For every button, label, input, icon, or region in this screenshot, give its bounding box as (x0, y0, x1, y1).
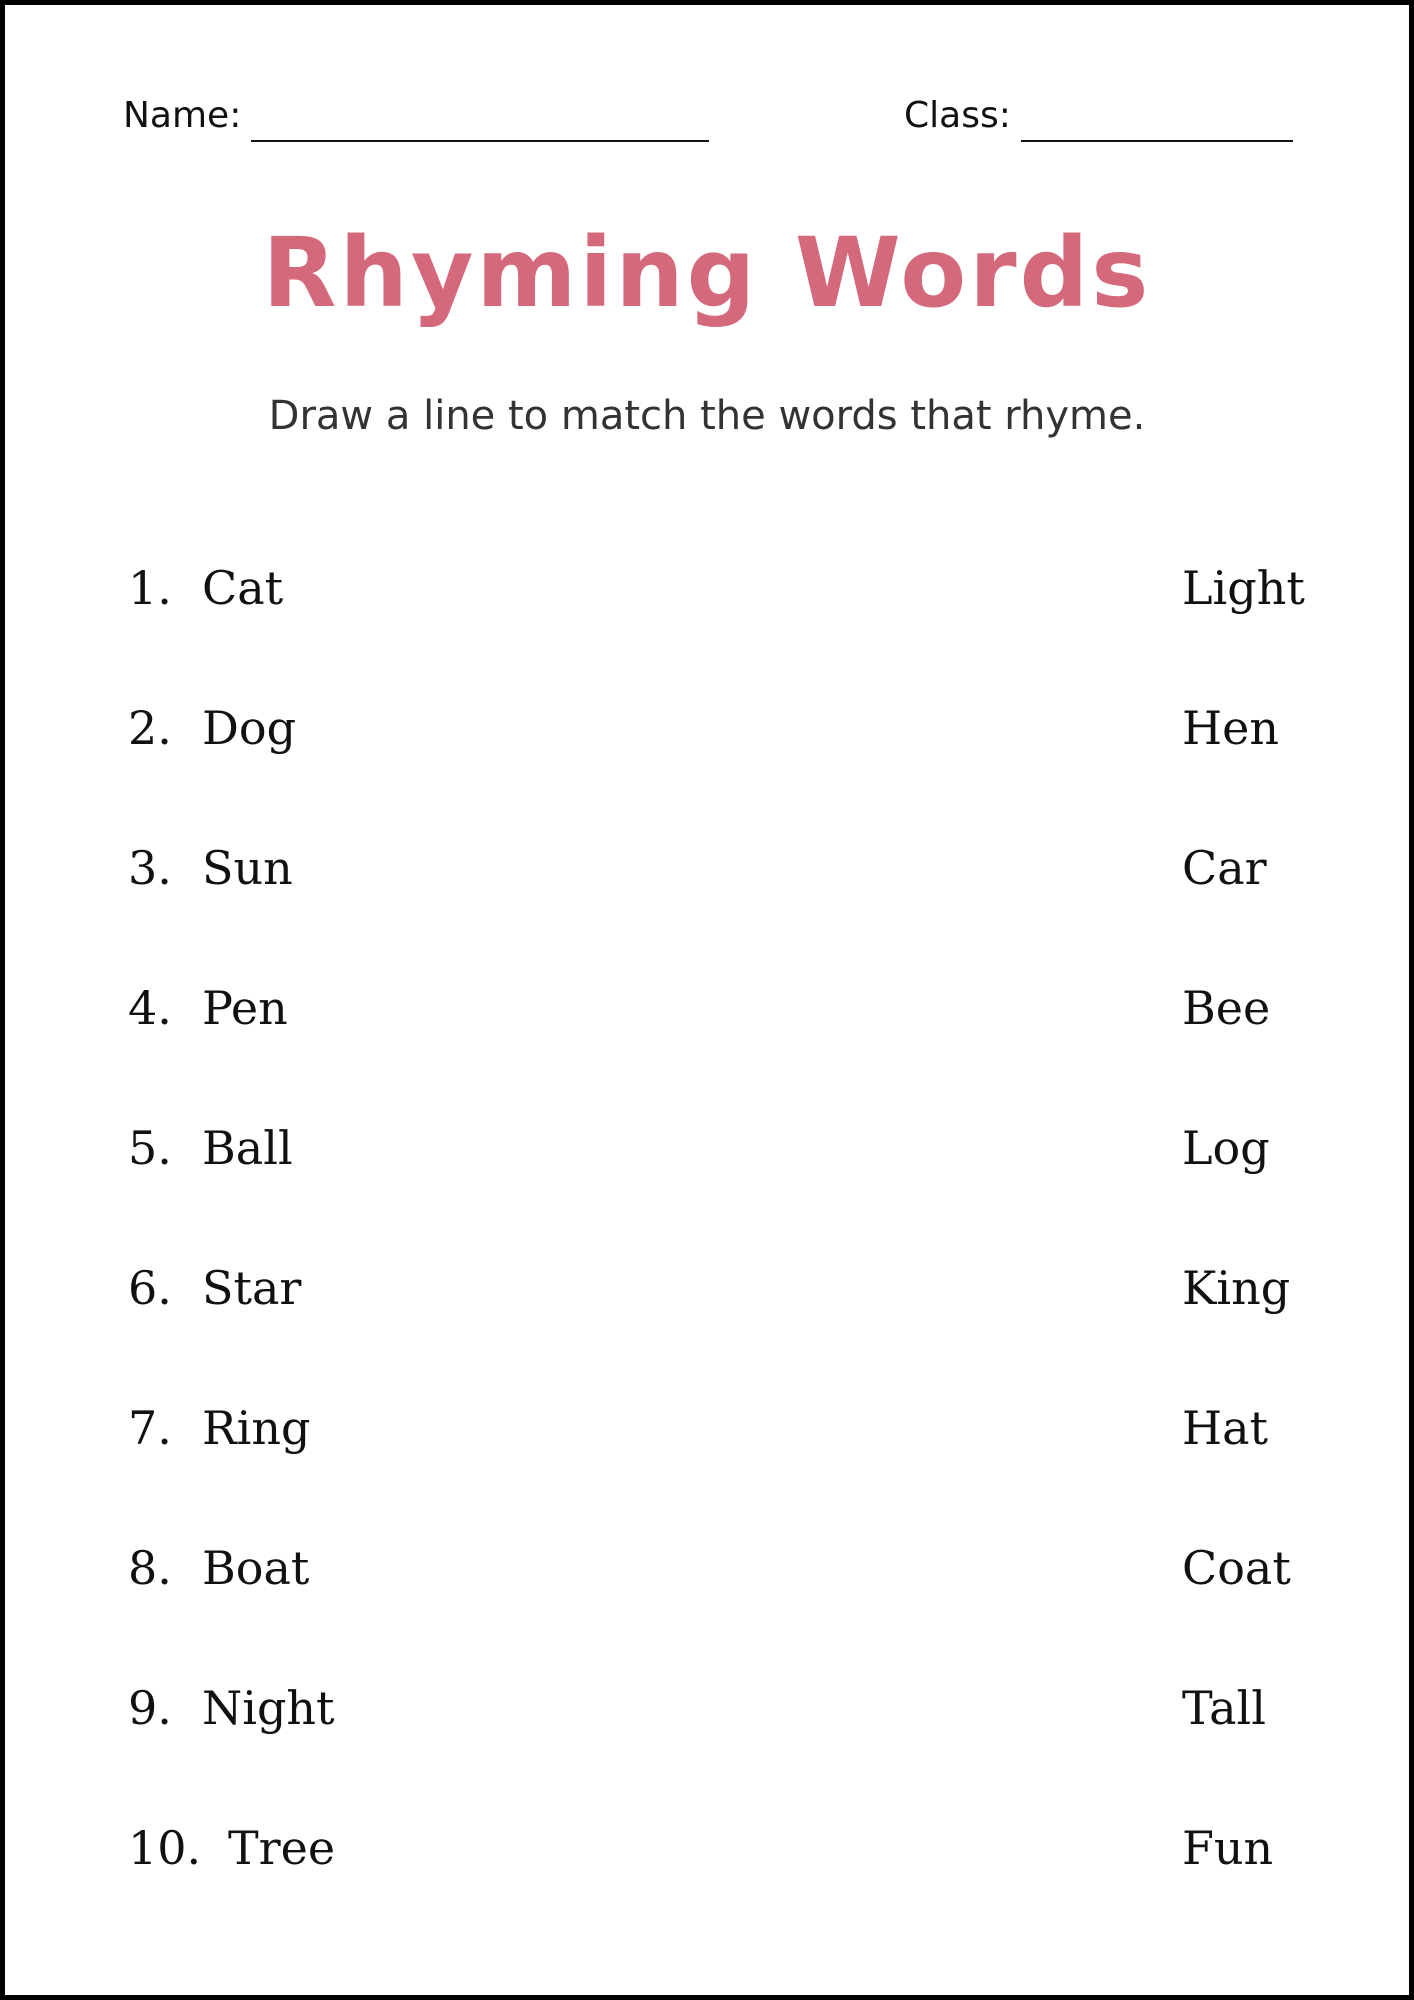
right-word: Light (1182, 561, 1305, 615)
class-blank-line (1021, 96, 1293, 142)
right-word: Coat (1182, 1541, 1291, 1595)
name-field (123, 92, 709, 138)
name-blank-line (251, 96, 709, 142)
left-word: Tree (228, 1821, 336, 1875)
left-word: Boat (202, 1541, 310, 1595)
left-word: Night (202, 1681, 335, 1735)
match-row (0, 1676, 1414, 1816)
match-row (0, 836, 1414, 976)
worksheet-instructions: Draw a line to match the words that rhyme. (268, 393, 1146, 439)
match-row (0, 1536, 1414, 1676)
right-word: Hat (1182, 1401, 1269, 1455)
row-number: 10. (128, 1821, 202, 1875)
row-number: 7. (128, 1401, 172, 1455)
row-number: 8. (128, 1541, 172, 1595)
left-word: Ring (202, 1401, 311, 1455)
right-word: King (1182, 1261, 1291, 1315)
worksheet-title: Rhyming Words (262, 217, 1152, 329)
row-number: 4. (128, 981, 172, 1035)
left-word: Cat (202, 561, 284, 615)
left-word: Sun (202, 841, 293, 895)
row-number: 6. (128, 1261, 172, 1315)
match-row (0, 1256, 1414, 1396)
match-row (0, 696, 1414, 836)
left-word: Star (202, 1261, 302, 1315)
left-word: Pen (202, 981, 288, 1035)
row-number: 5. (128, 1121, 172, 1175)
right-word: Bee (1182, 981, 1271, 1035)
row-number: 1. (128, 561, 172, 615)
left-word: Dog (202, 701, 297, 755)
row-number: 9. (128, 1681, 172, 1735)
match-row (0, 556, 1414, 696)
right-word: Log (1182, 1121, 1270, 1175)
match-row (0, 1116, 1414, 1256)
left-word: Ball (202, 1121, 293, 1175)
right-word: Fun (1182, 1821, 1274, 1875)
match-row (0, 1816, 1414, 1956)
name-label: Name: (123, 95, 242, 136)
class-label: Class: (904, 95, 1011, 136)
right-word: Tall (1182, 1681, 1266, 1735)
class-field (904, 92, 1293, 138)
match-row (0, 1396, 1414, 1536)
matching-list (0, 556, 1414, 1956)
row-number: 3. (128, 841, 172, 895)
row-number: 2. (128, 701, 172, 755)
right-word: Hen (1182, 701, 1279, 755)
match-row (0, 976, 1414, 1116)
right-word: Car (1182, 841, 1267, 895)
